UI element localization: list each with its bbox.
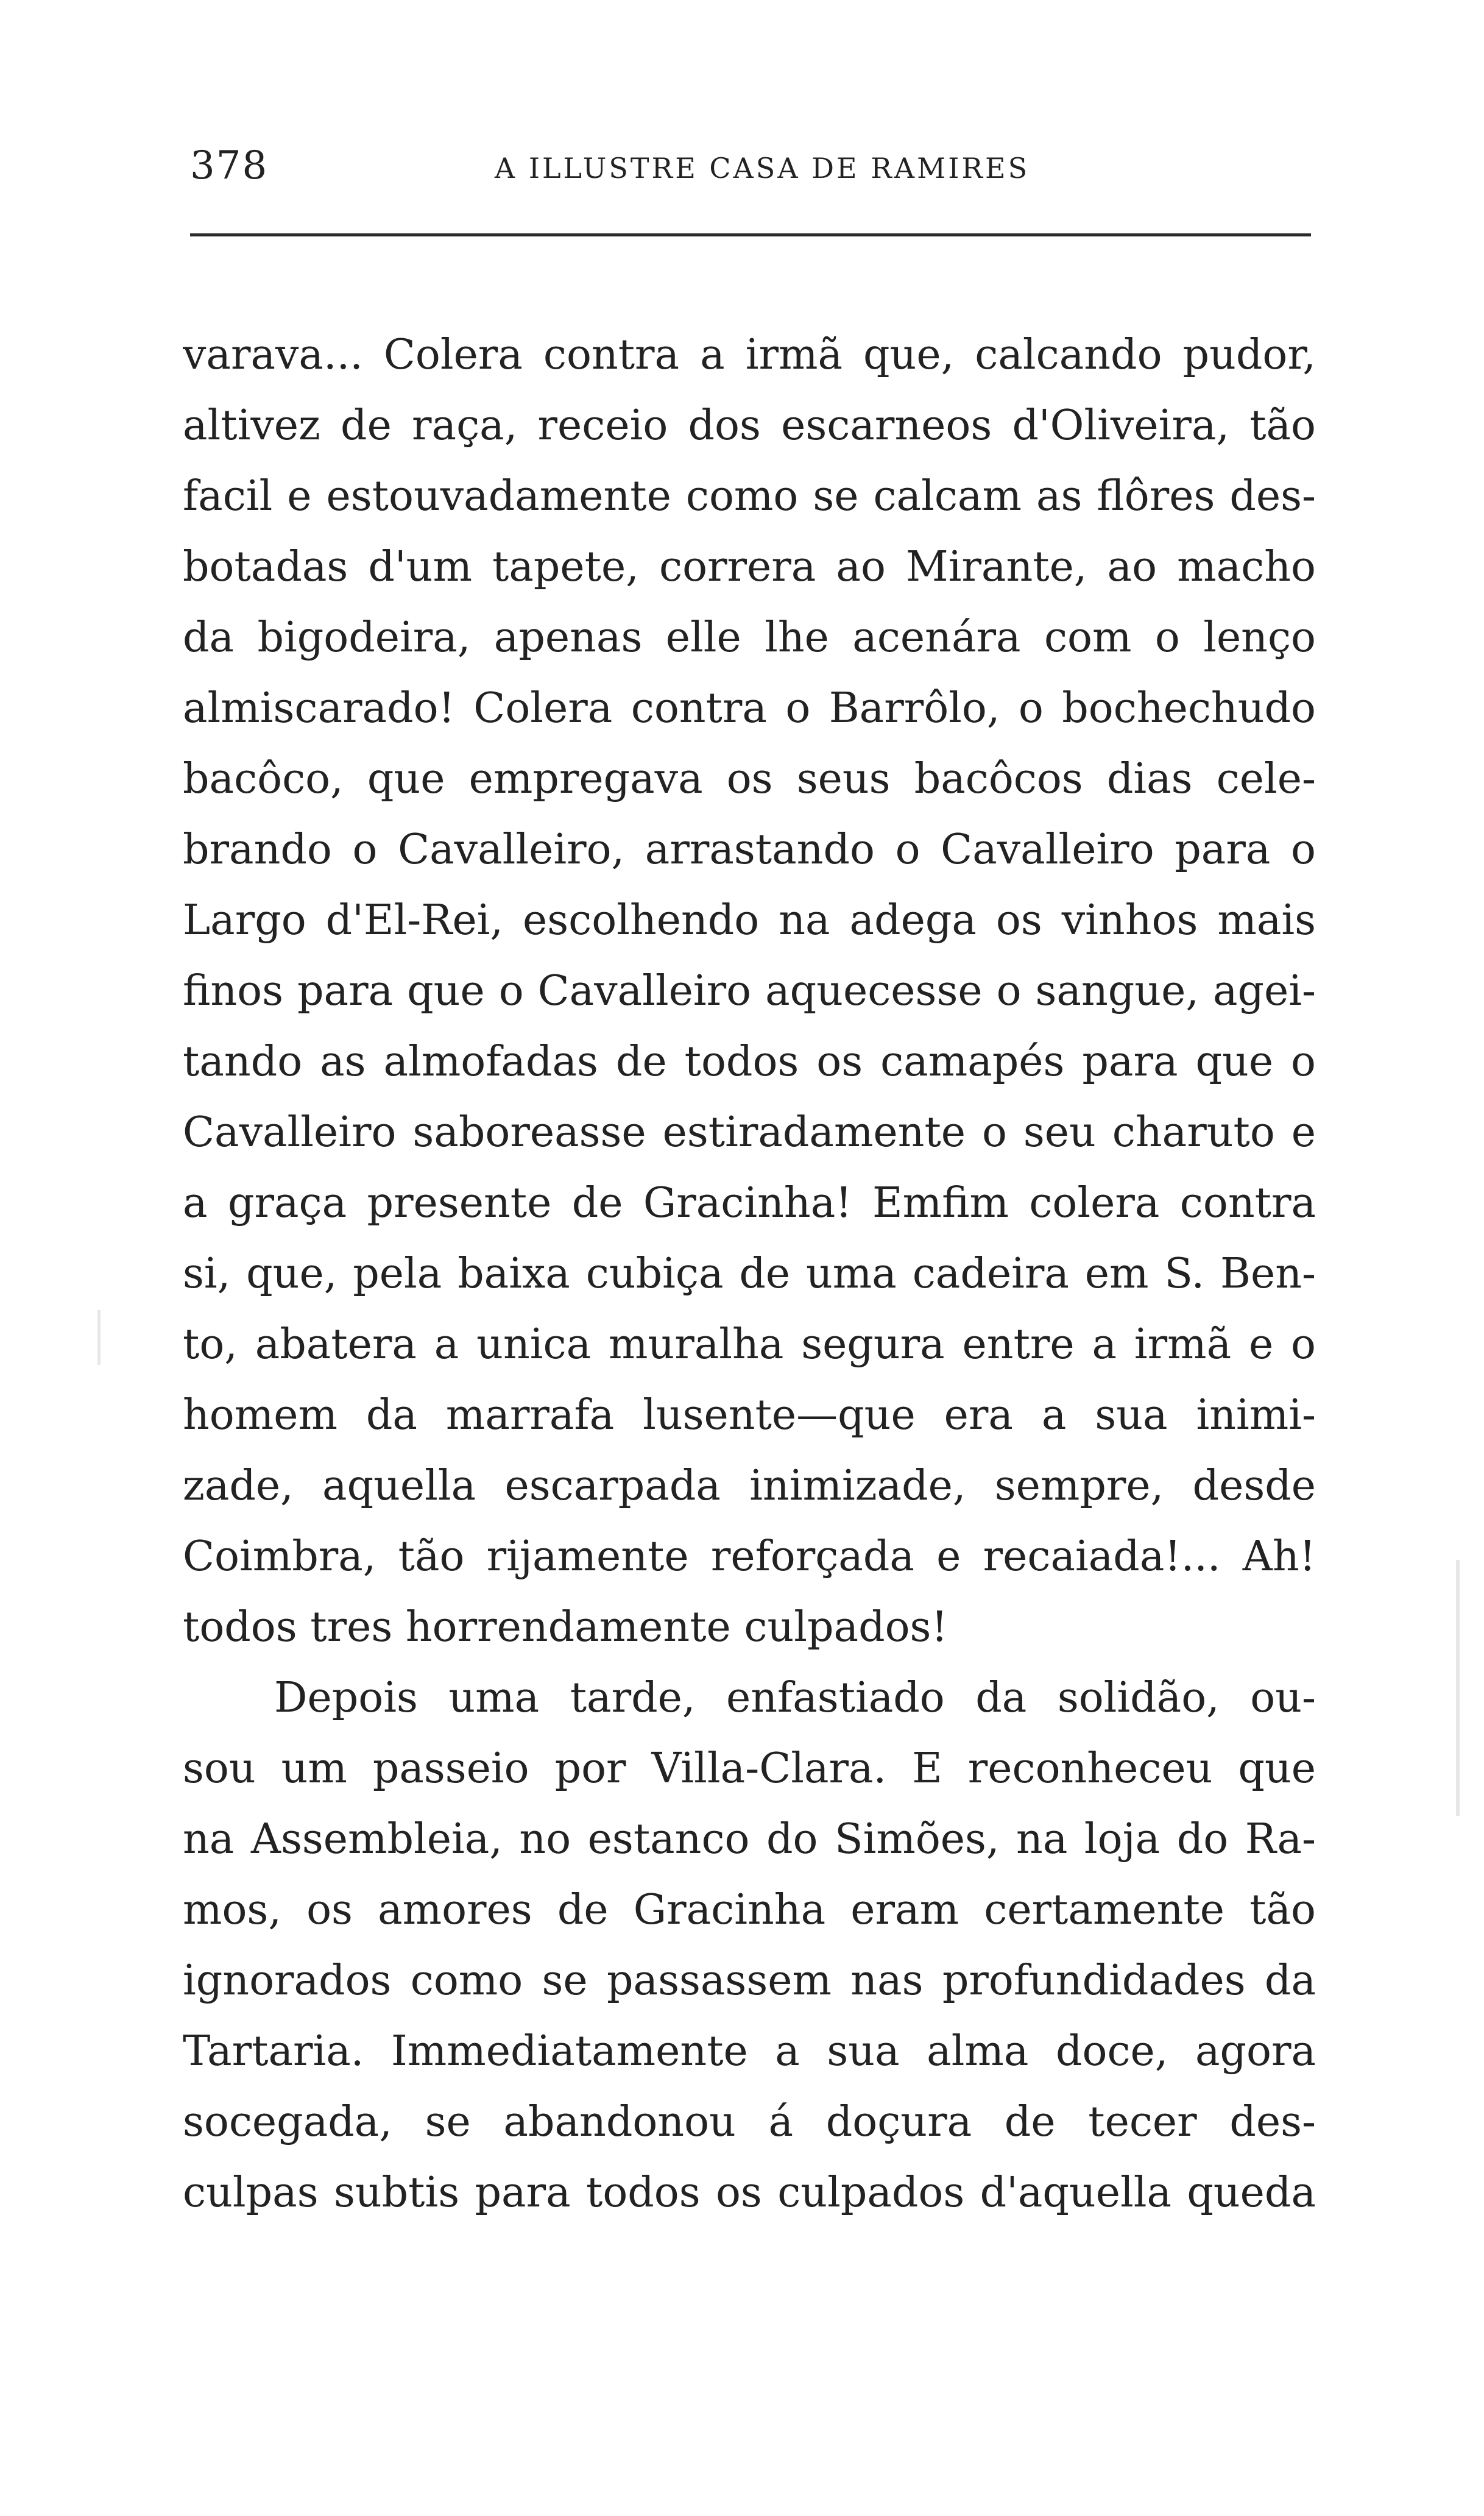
text-line: mos, os amores de Gracinha eram certamente tão xyxy=(183,1886,1316,1934)
text-line: a graça presente de Gracinha! Emfim colera contra xyxy=(183,1179,1316,1227)
text-line: almiscarado! Colera contra o Barrôlo, o bochechudo xyxy=(183,684,1316,732)
text-line: ignorados como se passassem nas profundidades da xyxy=(183,1957,1316,2005)
body-text xyxy=(183,320,1316,2228)
text-line: Largo d'El-Rei, escolhendo na adega os vinhos mais xyxy=(183,896,1316,944)
text-line: Coimbra, tão rijamente reforçada e recaiada!... Ah! xyxy=(183,1533,1316,1581)
text-line: todos tres horrendamente culpados! xyxy=(183,1603,948,1651)
text-line: to, abatera a unica muralha segura entre a irmã e o xyxy=(183,1320,1316,1369)
text-line: si, que, pela baixa cubiça de uma cadeira em S. Ben- xyxy=(183,1250,1316,1298)
text-line: botadas d'um tapete, correra ao Mirante, ao macho xyxy=(183,543,1316,591)
text-line: na Assembleia, no estanco do Simões, na loja do Ra- xyxy=(183,1815,1316,1863)
text-line: Depois uma tarde, enfastiado da solidão, ou- xyxy=(274,1674,1316,1722)
text-line: da bigodeira, apenas elle lhe acenára com o lenço xyxy=(183,614,1316,662)
text-line: zade, aquella escarpada inimizade, sempre, desde xyxy=(183,1462,1316,1510)
text-line: brando o Cavalleiro, arrastando o Cavalleiro para o xyxy=(183,826,1316,874)
text-line: socegada, se abandonou á doçura de tecer des- xyxy=(183,2098,1316,2146)
text-line: Tartaria. Immediatamente a sua alma doce, agora xyxy=(183,2027,1316,2075)
text-line: Cavalleiro saboreasse estiradamente o seu charuto e xyxy=(183,1108,1316,1157)
text-line: altivez de raça, receio dos escarneos d'Oliveira, tão xyxy=(183,402,1316,450)
paper-speck xyxy=(1456,1560,1460,1816)
page-number: 378 xyxy=(190,143,269,188)
text-line: facil e estouvadamente como se calcam as flôres des- xyxy=(183,472,1316,520)
text-line: bacôco, que empregava os seus bacôcos dias cele- xyxy=(183,755,1316,803)
paper-speck xyxy=(97,1310,101,1365)
text-line: tando as almofadas de todos os camapés para que o xyxy=(183,1038,1316,1086)
text-line: sou um passeio por Villa-Clara. E reconheceu que xyxy=(183,1745,1316,1793)
header-rule xyxy=(190,233,1311,236)
running-title: A ILLUSTRE CASA DE RAMIRES xyxy=(495,152,1030,185)
text-line: varava... Colera contra a irmã que, calcando pudor, xyxy=(183,331,1316,379)
page-header xyxy=(190,143,1311,198)
text-line: finos para que o Cavalleiro aquecesse o sangue, agei- xyxy=(183,967,1316,1015)
text-line: culpas subtis para todos os culpados d'aquella queda xyxy=(183,2169,1316,2217)
text-line: homem da marrafa lusente—que era a sua inimi- xyxy=(183,1391,1316,1439)
